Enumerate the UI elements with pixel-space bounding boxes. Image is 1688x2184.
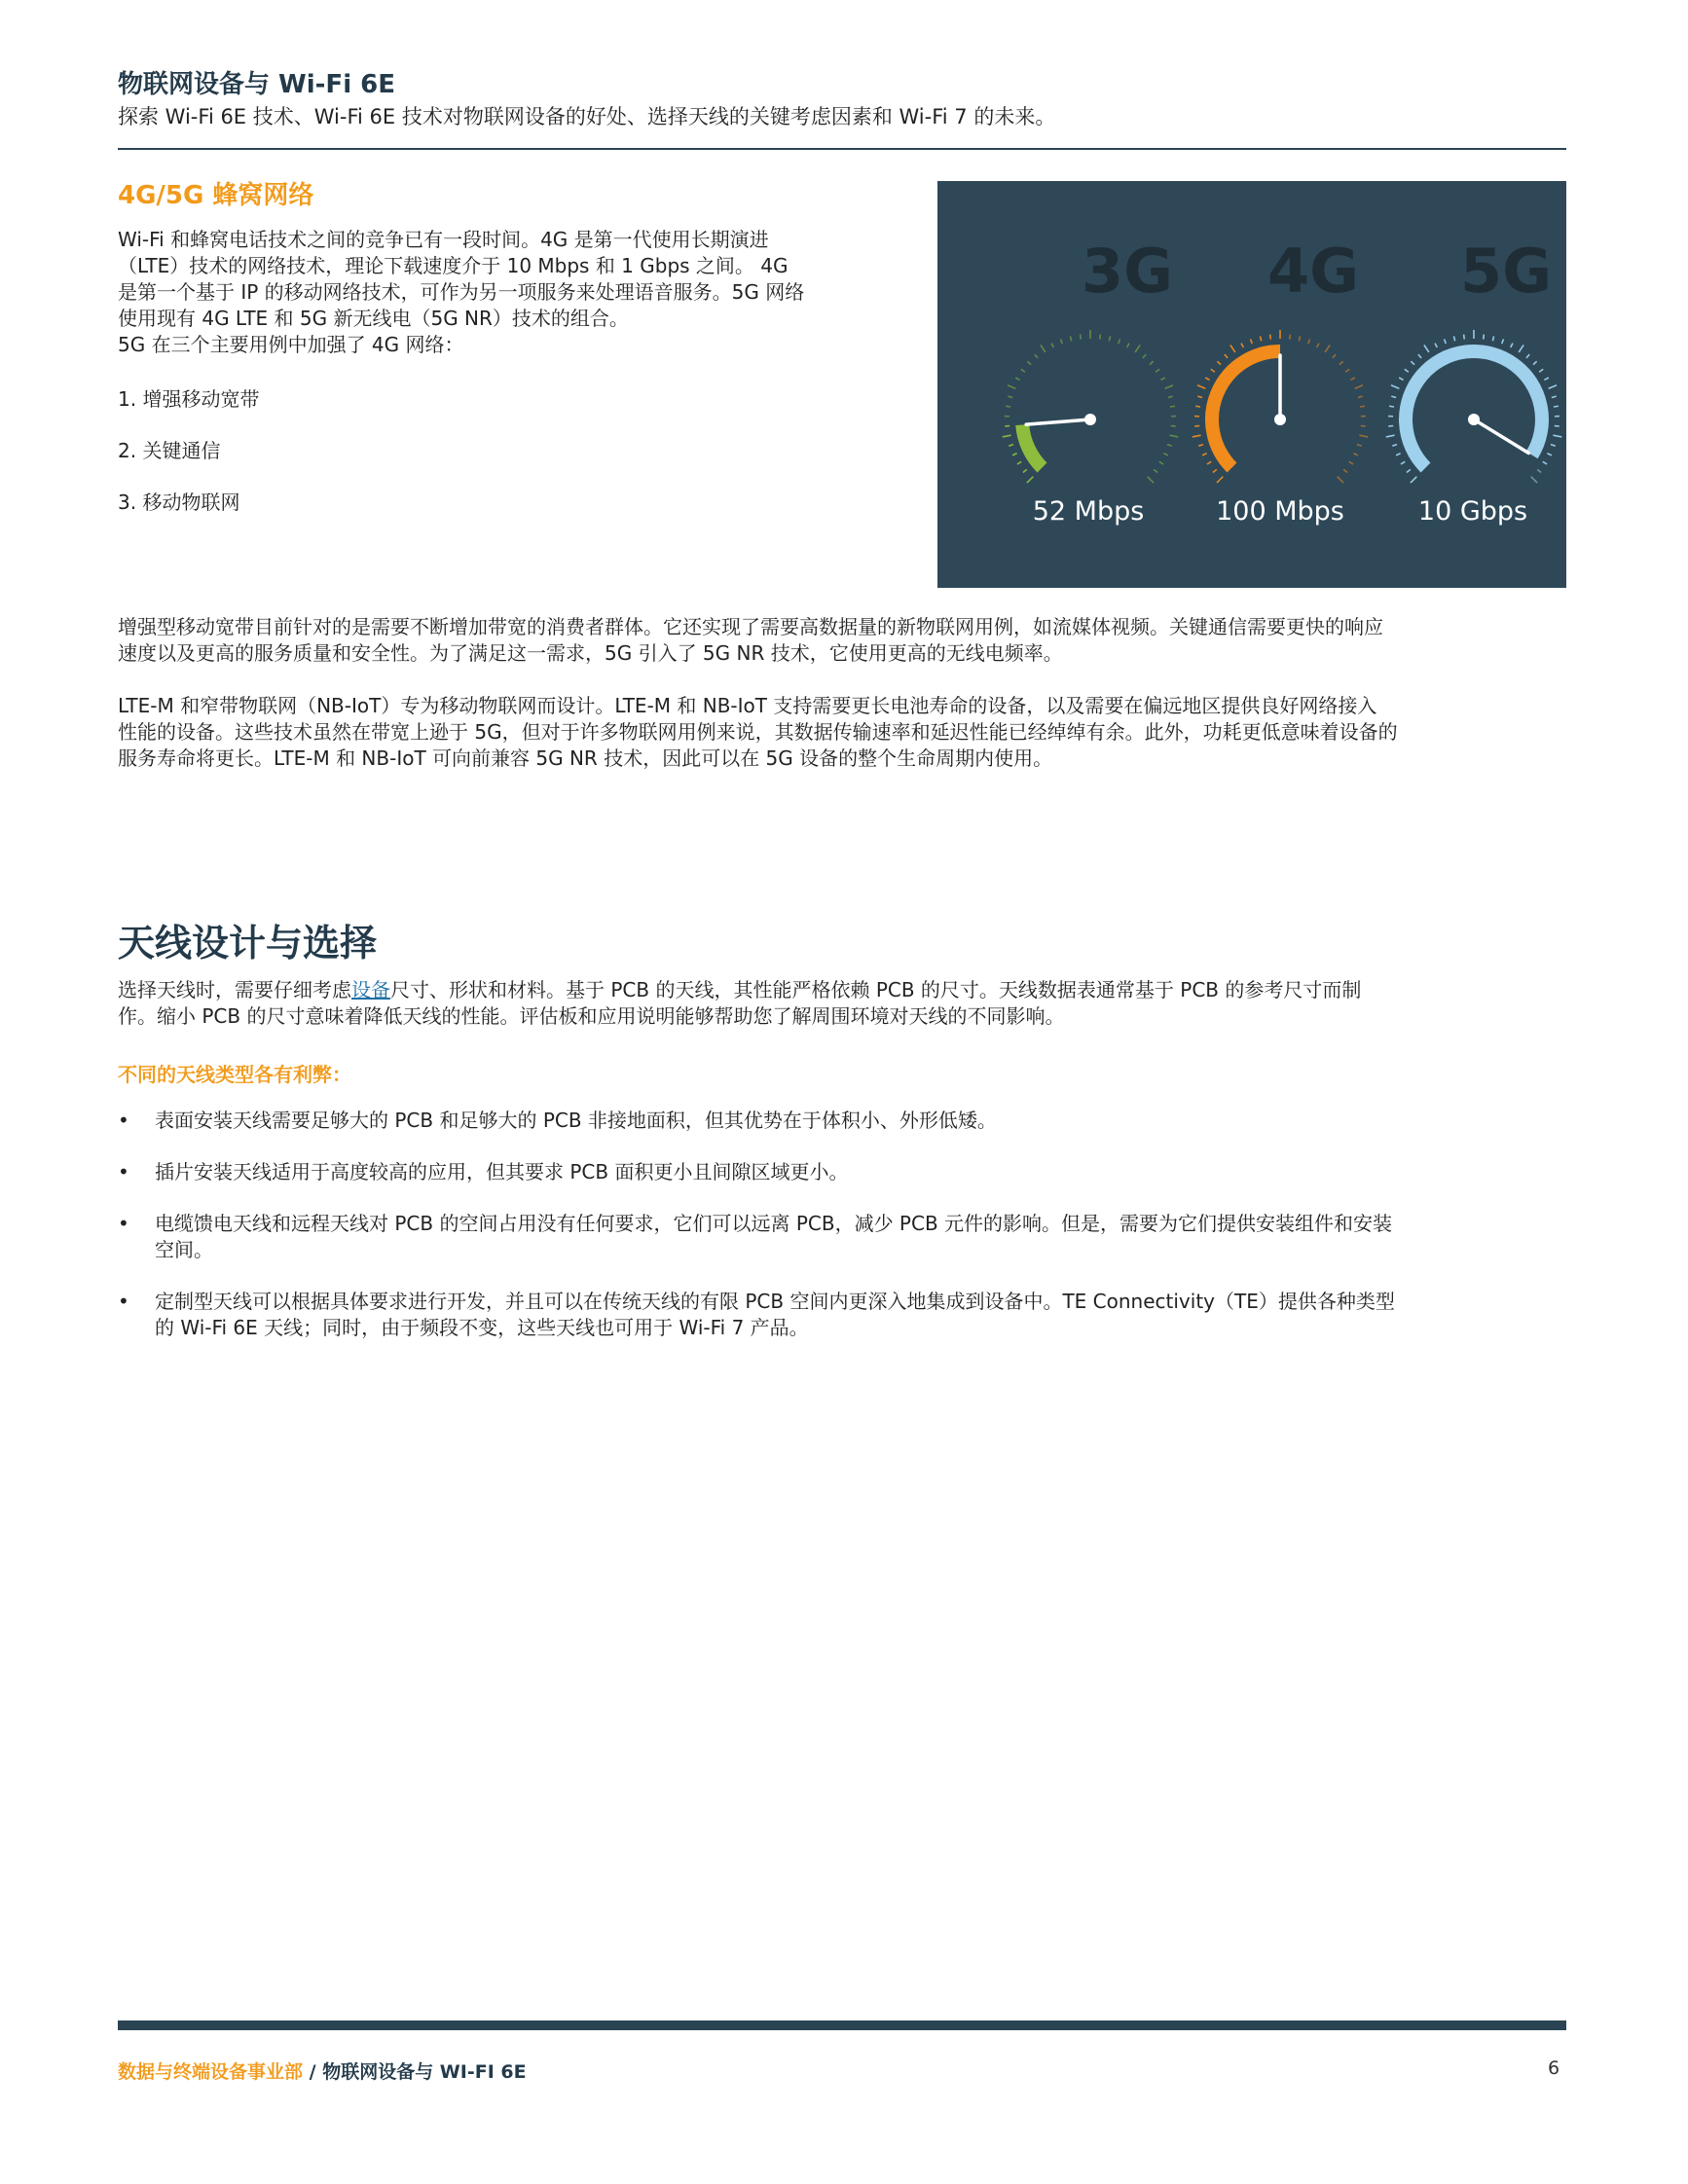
gauge-tick [1325,346,1330,352]
gauge-tick [1543,461,1547,464]
gauge-hub [1274,414,1286,425]
gauge-tick [1526,354,1529,358]
paragraph-line [118,977,1566,1003]
gauge-fill-arc [1212,351,1280,467]
footer-breadcrumb [118,2057,527,2084]
gauge-tick [1392,445,1397,447]
gauge-tick [1308,339,1310,344]
gauge-tick [1418,354,1421,358]
gen-label-3g: 3G [1081,236,1174,307]
gauge-tick [1533,361,1537,364]
gauge-tick [1453,336,1454,341]
bullet-line: 的 Wi-Fi 6E 天线；同时，由于频段不变，这些天线也可用于 Wi-Fi 7 产品。 [155,1316,809,1339]
gauge-tick [1100,335,1101,340]
gauge-tick [1230,346,1235,352]
intro-line: （LTE）技术的网络技术，理论下载速度介于 10 Mbps 和 1 Gbps 之间。 4G [118,254,789,277]
gauge-tick [1150,361,1154,364]
gauge-tick [1070,336,1071,341]
gauge-tick [1345,369,1349,372]
gauge-tick [1023,469,1027,472]
gauge-tick [1008,396,1012,397]
paragraph-line: 性能的设备。这些技术虽然在带宽上逊于 5G，但对于许多物联网用例来说，其数据传输速率和延迟性能已经绰绰有余。此外，功耗更低意味着设备的 [118,720,1398,744]
gauge-tick [1251,339,1253,344]
gauge-tick [1547,454,1552,455]
gauge-needle [1026,419,1090,424]
gauge-tick [1464,335,1465,340]
gauge-tick [1386,435,1395,437]
gauge-tick [1127,344,1129,347]
gauge-hub [1084,414,1096,425]
gauge-tick [1389,406,1394,407]
document-subtitle: 探索 Wi-Fi 6E 技术、Wi-Fi 6E 技术对物联网设备的好处、选择天线的关键考虑因素和 Wi-Fi 7 的未来。 [118,105,1056,128]
gauge-tick [1009,445,1013,447]
gauge-tick [1391,385,1399,388]
bullet-line: 空间。 [155,1238,213,1261]
antenna-section-title: 天线设计与选择 [118,922,378,965]
gauge-tick [1502,339,1504,344]
gauge-tick [1357,445,1362,447]
device-link[interactable]: 设备 [351,978,390,1001]
gauge-tick [1012,454,1017,455]
header-divider [118,148,1566,150]
gauge-tick [1202,454,1207,455]
gauge-tick [1217,361,1221,364]
gauge-tick [1241,344,1243,347]
gauge-tick [1511,344,1513,347]
gauge-tick [1015,378,1019,380]
gauge-tick [1405,369,1409,372]
gauge-tick [1003,435,1011,437]
gauge-tick [1035,354,1038,358]
gauge-tick [1051,344,1053,347]
bullet-line: 表面安装天线需要足够大的 PCB 和足够大的 PCB 非接地面积，但其优势在于体积小、外形低矮。 [155,1109,997,1132]
paragraph-line: LTE-M 和窄带物联网（NB-IoT）专为移动物联网而设计。LTE-M 和 NB-IoT 支持需要更长电池寿命的设备，以及需要在偏远地区提供良好网络接入 [118,694,1377,717]
bullet-line: 电缆馈电天线和远程天线对 PCB 的空间占用没有任何要求，它们可以远离 PCB，减少 PCB 元件的影响。但是，需要为它们提供安装组件和安装 [155,1212,1393,1235]
gauge-tick [1290,335,1291,340]
gauge-tick [1549,385,1557,388]
document-title: 物联网设备与 Wi-Fi 6E [118,70,396,99]
gauge-tick [1399,378,1403,380]
antenna-types-heading: 不同的天线类型各有利弊： [118,1063,351,1086]
gauge-tick [1349,461,1353,464]
gauge-tick [1143,354,1146,358]
gauge-tick [1081,335,1082,340]
gauge-tick [1207,461,1211,464]
gauge-tick [1225,354,1228,358]
gauge-tick [1027,361,1031,364]
speed-comparison-panel [937,181,1566,588]
gauge-tick [1197,385,1205,388]
list-item [118,1289,1566,1341]
gauge-tick [1195,406,1200,407]
bullet-line: 定制型天线可以根据具体要求进行开发，并且可以在传统天线的有限 PCB 空间内更深入地集成到设备中。TE Connectivity（TE）提供各种类型 [155,1290,1395,1313]
gauge-needle [1474,419,1528,453]
gauge-tick [1159,461,1163,464]
gauge-tick [1554,406,1559,407]
intro-line: 使用现有 4G LTE 和 5G 新无线电（5G NR）技术的组合。 [118,307,629,330]
bullet-icon: • [118,1109,129,1132]
gauge-tick [1396,454,1401,455]
speed-label-5g: 10 Gbps [1417,496,1528,527]
gauge-tick [1484,335,1485,340]
gauge-tick [1531,477,1537,483]
lte-m-paragraph [118,693,1566,772]
gauge-tick [1539,369,1543,372]
gauge-tick [1552,396,1557,397]
gauge-tick [1553,435,1561,437]
embb-paragraph [118,614,1566,667]
gauge-tick [1021,369,1025,372]
paragraph-line: 增强型移动宽带目前针对的是需要不断增加带宽的消费者群体。它还实现了需要高数据量的新物联网用例，如流媒体视频。关键通信需要更快的响应 [118,615,1383,638]
list-item: 1. 增强移动宽带 [118,387,260,411]
gauge-tick [1027,477,1033,483]
bullet-icon: • [118,1212,129,1235]
speed-label-3g: 52 Mbps [1032,496,1145,527]
gauge-tick [1205,378,1209,380]
antenna-intro [118,977,1566,1030]
list-item [118,1159,1566,1185]
gauge-tick [1353,454,1358,455]
intro-line: 是第一个基于 IP 的移动网络技术，可作为另一项服务来处理语音服务。5G 网络 [118,280,805,304]
intro-line: 5G 在三个主要用例中加强了 4G 网络： [118,333,464,356]
list-item: 3. 移动物联网 [118,491,240,514]
gauge-hub [1468,414,1480,425]
gauge-tick [1445,339,1447,344]
gauge-tick [1211,369,1215,372]
use-case-list [118,383,259,538]
paragraph-line: 速度以及更高的服务质量和安全性。为了满足这一需求，5G 引入了 5G NR 技术，它使用更高的无线电频率。 [118,641,1063,665]
intro-line: Wi-Fi 和蜂窝电话技术之间的竞争已有一段时间。4G 是第一代使用长期演进 [118,228,769,251]
gauge-tick [1041,346,1046,352]
gauge-fill-arc [1022,424,1042,467]
footer-separator: / [303,2061,323,2083]
speed-label-4g: 100 Mbps [1216,496,1344,527]
gauge-tick [1407,469,1411,472]
gauge-tick [1156,369,1159,372]
list-item [118,1108,1566,1134]
gauge-tick [1492,336,1493,341]
antenna-type-list [118,1108,1566,1366]
gauge-tick [1317,344,1319,347]
bullet-line: 插片安装天线适用于高度较高的应用，但其要求 PCB 面积更小且间隙区域更小。 [155,1160,849,1183]
gauge-tick [1119,339,1120,344]
gauge-tick [1109,336,1110,341]
intro-text: 尺寸、形状和材料。基于 PCB 的天线，其性能严格依赖 PCB 的尺寸。天线数据表通常基于 PCB 的参考尺寸而制 [390,978,1362,1001]
gauge-tick [1198,445,1203,447]
gauge-tick [1338,477,1343,483]
gauge-tick [1544,378,1548,380]
gauge-tick [1424,346,1429,352]
gauge-tick [1193,435,1201,437]
gauge-tick [1519,346,1523,352]
gauge-tick [1551,445,1556,447]
list-item: 2. 关键通信 [118,439,221,462]
gen-label-4g: 4G [1266,236,1360,307]
gauge-tick [1350,378,1354,380]
gauge-tick [1197,396,1202,397]
bullet-icon: • [118,1160,129,1183]
footer-bar [118,2020,1566,2030]
gauge-tick [1391,396,1396,397]
gauge-tick [1411,477,1416,483]
gauge-tick [1411,361,1414,364]
gauge-tick [1333,354,1336,358]
bullet-icon: • [118,1290,129,1313]
gauge-tick [1154,469,1157,472]
intro-text: 选择天线时，需要仔细考虑 [118,978,351,1001]
list-item [118,1211,1566,1263]
gauge-tick [1017,461,1021,464]
cellular-section-title: 4G/5G 蜂窝网络 [118,181,314,210]
gauge-tick [1339,361,1343,364]
gen-label-5g: 5G [1459,236,1553,307]
gauge-tick [1135,346,1140,352]
footer-document: 物联网设备与 WI-FI 6E [322,2061,527,2083]
gauge-tick [1008,385,1015,388]
gauge-tick [1260,336,1261,341]
gauge-tick [1006,406,1010,407]
gauge-tick [1213,469,1217,472]
footer-division: 数据与终端设备事业部 [118,2061,304,2083]
gauge-tick [1537,469,1541,472]
cellular-intro [118,227,926,358]
page-number: 6 [1548,2057,1560,2079]
gauge-tick [1160,378,1164,380]
gauge-tick [1061,339,1063,344]
gauge-tick [1343,469,1347,472]
gauge-tick [1217,477,1223,483]
gauge-tick [1148,477,1154,483]
gauge-tick [1299,336,1300,341]
paragraph-line: 服务寿命将更长。LTE-M 和 NB-IoT 可向前兼容 5G NR 技术，因此可以在 5G 设备的整个生命周期内使用。 [118,746,1053,770]
gauge-tick [1401,461,1405,464]
gauge-tick [1435,344,1437,347]
gauge-tick [1270,335,1271,340]
paragraph-line: 作。缩小 PCB 的尺寸意味着降低天线的性能。评估板和应用说明能够帮助您了解周围环境对天线的不同影响。 [118,1004,1065,1028]
